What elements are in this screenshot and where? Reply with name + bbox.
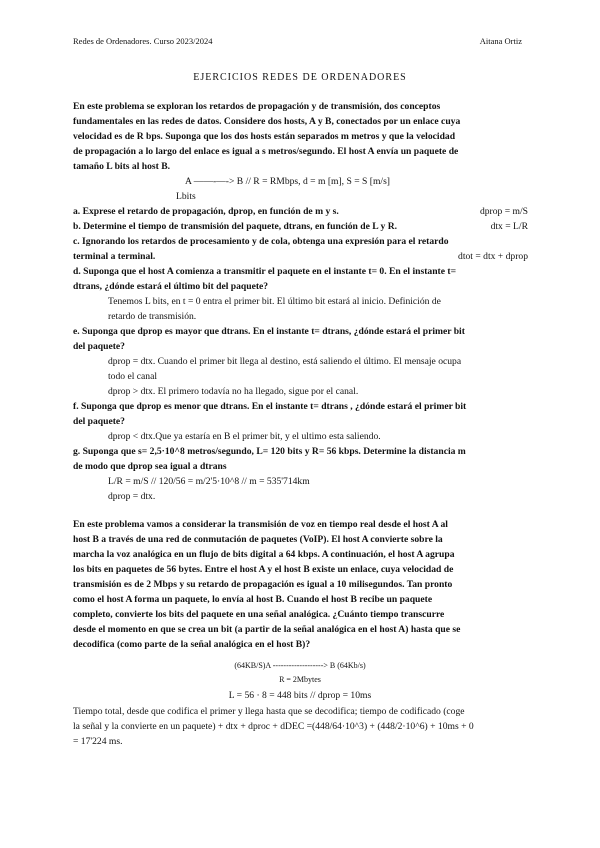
p2-text-line: completo, convierte los bits del paquete en una señal analógica. ¿Cuánto tiempo transcurre [73,609,445,620]
p1-diagram-lbits: Lbits [176,191,196,202]
question-d: dtrans, ¿dónde estará el último bit del paquete? [73,281,269,292]
p1-intro-line: En este problema se exploran los retardos de propagación y de transmisión, dos conceptos [73,101,441,112]
p2-diagram-r: R = 2Mbytes [279,675,321,684]
question-e: del paquete? [73,341,125,352]
p2-text-line: decodifica (como parte de la señal analógica en el host B)? [73,639,311,650]
p1-intro-line: fundamentales en las redes de datos. Considere dos hosts, A y B, conectados por un enlace cuya [73,116,461,127]
question-b: b. Determine el tiempo de transmisión del paquete, dtrans, en función de L y R. [73,221,398,232]
p2-text-line: En este problema vamos a considerar la transmisión de voz en tiempo real desde el host A al [73,519,448,530]
question-f: f. Suponga que dprop es menor que dtrans. En el instante t= dtrans , ¿dónde estará el primer bit [73,401,467,412]
page-title: EJERCICIOS REDES DE ORDENADORES [193,72,407,83]
question-c: c. Ignorando los retardos de procesamiento y de cola, obtenga una expresión para el retardo [73,236,449,247]
header-author: Aitana Ortiz [479,36,522,46]
question-d: d. Suponga que el host A comienza a transmitir el paquete en el instante t= 0. En el instante t= [73,266,457,277]
p2-text-line: marcha la voz analógica en un flujo de bits digital a 64 kbps. A continuación, el host A agrupa [73,549,455,560]
answer-e: dprop = dtx. Cuando el primer bit llega al destino, está saliendo el último. El mensaje ocupa [108,356,462,367]
question-a: a. Exprese el retardo de propagación, dprop, en función de m y s. [73,206,339,217]
p2-calc: L = 56 · 8 = 448 bits // dprop = 10ms [228,690,372,701]
p1-intro-line: de propagación a lo largo del enlace es igual a s metros/segundo. El host A envía un paquete de [73,146,459,157]
answer-f: dprop < dtx.Que ya estaría en B el primer bit, y el ultimo esta saliendo. [108,431,381,442]
question-c: terminal a terminal. [73,251,156,262]
p1-intro-line: velocidad es de R bps. Suponga que los dos hosts están separados m metros y que la velocidad [73,131,456,142]
question-f: del paquete? [73,416,125,427]
answer-g: L/R = m/S // 120/56 = m/2'5·10^8 // m = 535'714km [108,476,310,487]
answer-b: dtx = L/R [490,221,528,232]
p2-text-line: los bits en paquetes de 56 bytes. Entre el host A y el host B existe un enlace, cuya velocidad de [73,564,454,575]
question-e: e. Suponga que dprop es mayor que dtrans. En el instante t= dtrans, ¿dónde estará el primer bit [73,326,465,337]
question-g: g. Suponga que s= 2,5·10^8 metros/segundo, L= 120 bits y R= 56 kbps. Determine la distancia m [73,446,466,457]
p1-intro-line: tamaño L bits al host B. [73,161,171,172]
p2-text-line: desde el momento en que se crea un bit (a partir de la señal analógica en el host A) hasta que se [73,624,461,635]
answer-a: dprop = m/S [479,206,528,217]
answer-g: dprop = dtx. [108,491,156,502]
p2-text-line: host B a través de una red de conmutación de paquetes (VoIP). El host A convierte sobre la [73,534,443,545]
question-g: de modo que dprop sea igual a dtrans [73,461,227,472]
answer-d: retardo de transmisión. [108,311,197,322]
p2-text-line: transmisión es de 2 Mbps y su retardo de propagación es igual a 10 milisegundos. Tan pronto [73,579,453,590]
header-course: Redes de Ordenadores. Curso 2023/2024 [73,36,213,46]
p1-diagram-line: A ——-—-> B // R = RMbps, d = m [m], S = S [m/s] [185,176,391,187]
p2-diagram-line: (64KB/S)A -------------------> B (64Kb/s) [234,661,366,670]
answer-e: dprop > dtx. El primero todavía no ha llegado, sigue por el canal. [108,386,359,397]
answer-c: dtot = dtx + dprop [458,251,528,262]
answer-d: Tenemos L bits, en t = 0 entra el primer bit. El último bit estará al inicio. Definición de [108,296,441,307]
p2-text-line: como el host A forma un paquete, lo envía al host B. Cuando el host B recibe un paquete [73,594,433,605]
answer-e: todo el canal [108,371,158,382]
p2-answer-line: Tiempo total, desde que codifica el primer y llega hasta que se decodifica; tiempo de codificado (coge [73,706,465,717]
p2-answer-line: la señal y la convierte en un paquete) + dtx + dproc + dDEC =(448/64·10^3) + (448/2·10^6) + 10ms + 0 [73,721,474,732]
p2-answer-line: = 17'224 ms. [73,736,123,747]
